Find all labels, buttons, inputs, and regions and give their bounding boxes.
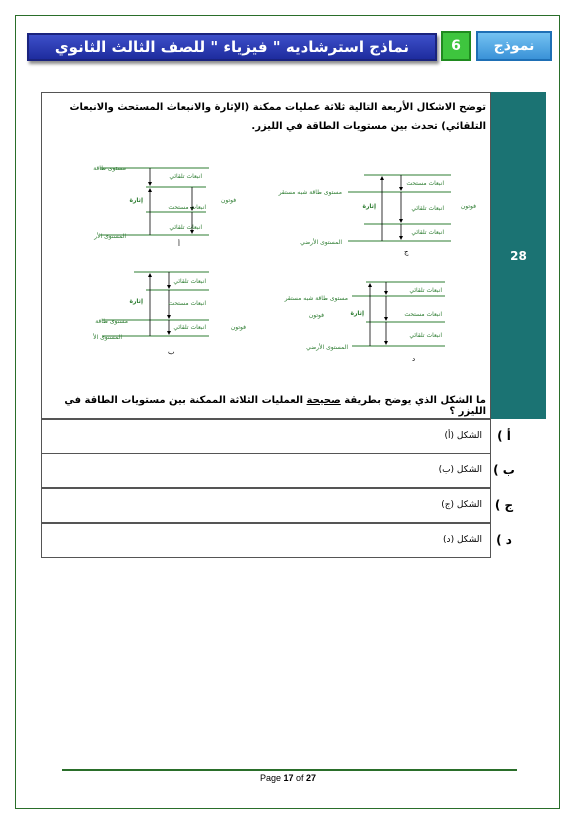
page-title: نماذج استرشاديه " فيزياء " للصف الثالث الثانوي — [27, 33, 437, 61]
process-label: انبعاث تلقائي — [169, 224, 202, 231]
photon-label: فوتون — [230, 324, 246, 331]
option-text: الشكل (أ) — [444, 431, 482, 441]
option-row-a[interactable] — [41, 419, 491, 454]
level-label: المستوى الأرضي — [306, 344, 348, 351]
model-number-badge: 6 — [441, 31, 471, 61]
level-label: مستوى طاقة شبه مستقر — [278, 189, 342, 196]
level-label: مستوى طاقة شبه مستقر — [284, 295, 348, 302]
option-letter: ج ) — [494, 498, 514, 512]
level-label: مستوى طاقة — [93, 165, 126, 172]
photon-label: فوتون — [460, 203, 476, 210]
footer-divider — [62, 769, 517, 771]
footer-total-pages: 27 — [306, 773, 317, 783]
process-label: انبعاث تلقائي — [411, 229, 444, 236]
diagram-letter: ب — [168, 348, 175, 356]
prompt-start: ما الشكل الذي يوضح بطريقة — [340, 395, 486, 406]
option-text: الشكل (د) — [443, 535, 482, 545]
process-label: إثارة — [362, 203, 376, 210]
level-label: مستوى طاقة — [95, 318, 128, 325]
level-label: المستوى الأ — [93, 334, 122, 341]
option-text: الشكل (ج) — [441, 500, 482, 510]
diagram-b — [92, 272, 246, 356]
question-text: توضح الاشكال الأربعة التالية ثلاثة عمليات ممكنة (الإثارة والانبعاث المستحث والانبعاث التلقائي) تحدث بين مستويات الطاقة في الليزر. — [69, 102, 486, 132]
page-footer — [0, 773, 576, 783]
diagram-c — [278, 175, 476, 256]
energy-level-diagrams — [46, 150, 486, 375]
footer-prefix: Page — [259, 773, 284, 783]
process-label: إثارة — [129, 298, 143, 305]
process-label: انبعاث تلقائي — [173, 278, 206, 285]
prompt-emphasis: صحيحة — [306, 395, 341, 406]
model-label-badge: نموذج — [476, 31, 552, 61]
diagram-letter: ج — [404, 248, 409, 256]
process-label: انبعاث تلقائي — [409, 332, 442, 339]
process-label: إثارة — [350, 310, 364, 317]
process-label: انبعاث مستحث — [168, 204, 206, 211]
option-letter: أ ) — [497, 429, 511, 443]
photon-label: فوتون — [308, 312, 324, 319]
prompt-end: العمليات الثلاثة الممكنة بين مستويات الطاقة في الليزر ؟ — [64, 395, 486, 417]
process-label: انبعاث تلقائي — [409, 287, 442, 294]
level-label: المستوى الأرضي — [300, 239, 342, 246]
question-number-cell — [491, 92, 546, 419]
process-label: انبعاث مستحث — [168, 300, 206, 307]
process-label: انبعاث مستحث — [404, 311, 442, 318]
question-number: 28 — [510, 248, 527, 263]
process-label: انبعاث تلقائي — [411, 205, 444, 212]
diagram-d — [284, 282, 445, 363]
diagram-a — [93, 165, 236, 248]
option-row-b[interactable] — [41, 453, 491, 488]
process-label: انبعاث تلقائي — [173, 324, 206, 331]
footer-current-page: 17 — [283, 773, 294, 783]
option-row-d[interactable] — [41, 523, 491, 558]
question-prompt — [46, 395, 486, 417]
process-label: إثارة — [129, 197, 143, 204]
process-label: انبعاث مستحث — [406, 180, 444, 187]
diagram-letter: أ — [178, 240, 180, 248]
footer-mid: of — [293, 773, 307, 783]
option-letter: ب ) — [493, 463, 515, 477]
option-letter: د ) — [496, 533, 512, 547]
process-label: انبعاث تلقائي — [169, 173, 202, 180]
option-row-c[interactable] — [41, 488, 491, 523]
option-text: الشكل (ب) — [438, 465, 482, 475]
diagram-letter: د — [412, 355, 416, 363]
photon-label: فوتون — [221, 197, 237, 204]
level-label: المستوى الأر — [94, 233, 126, 240]
